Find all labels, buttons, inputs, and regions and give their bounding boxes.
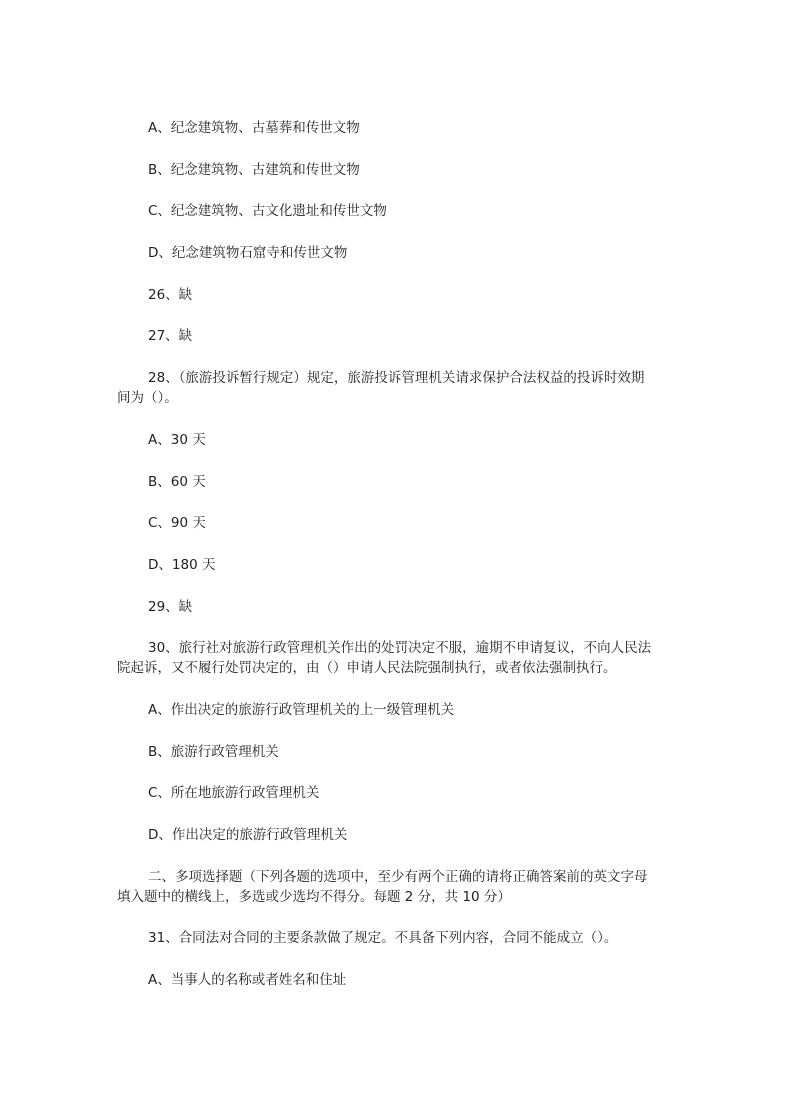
paragraph	[117, 928, 687, 948]
paragraph	[117, 160, 687, 180]
text-line: A、纪念建筑物、古墓葬和传世文物	[148, 120, 360, 136]
text-line: B、60 天	[148, 473, 206, 490]
text-line: 27、缺	[148, 328, 193, 345]
paragraph	[117, 597, 687, 617]
text-line: 间为（）。	[117, 390, 178, 407]
text-line: A、30 天	[148, 431, 206, 448]
text-line: 30、旅行社对旅游行政管理机关作出的处罚决定不服，逾期不申请复议，不向人民法	[148, 640, 652, 657]
text-line: 二、多项选择题（下列各题的选项中，至少有两个正确的请将正确答案前的英文字母	[148, 868, 648, 885]
paragraph	[117, 555, 687, 575]
text-line: B、旅游行政管理机关	[148, 743, 279, 760]
text-line: D、纪念建筑物石窟寺和传世文物	[148, 245, 348, 262]
paragraph	[117, 700, 687, 720]
paragraph	[117, 118, 687, 138]
text-line: D、作出决定的旅游行政管理机关	[148, 827, 348, 843]
paragraph	[117, 970, 687, 990]
paragraph	[117, 825, 687, 845]
text-line: 26、缺	[148, 286, 193, 303]
text-line: 29、缺	[148, 598, 193, 615]
text-line: 28、（旅游投诉暂行规定）规定，旅游投诉管理机关请求保护合法权益的投诉时效期	[148, 370, 645, 387]
paragraph	[117, 513, 687, 533]
paragraph	[117, 243, 687, 263]
paragraph	[117, 472, 687, 492]
text-line: B、纪念建筑物、古建筑和传世文物	[148, 161, 360, 178]
paragraph	[117, 783, 687, 803]
text-line: C、90 天	[148, 515, 206, 532]
text-line: 院起诉，又不履行处罚决定的，由（）申请人民法院强制执行，或者依法强制执行。	[117, 660, 617, 677]
paragraph	[117, 201, 687, 221]
text-line: 31、合同法对合同的主要条款做了规定。不具备下列内容，合同不能成立（）。	[148, 930, 618, 947]
text-line: 填入题中的横线上，多选或少选均不得分。每题 2 分，共 10 分）	[117, 888, 511, 905]
paragraph	[117, 430, 687, 450]
paragraph	[117, 285, 687, 305]
paragraph	[117, 742, 687, 762]
paragraph	[117, 867, 687, 907]
document-body	[117, 118, 687, 1012]
paragraph	[117, 638, 687, 678]
text-line: A、当事人的名称或者姓名和住址	[148, 972, 347, 989]
text-line: C、纪念建筑物、古文化遗址和传世文物	[148, 203, 387, 220]
text-line: D、180 天	[148, 556, 216, 573]
text-line: A、作出决定的旅游行政管理机关的上一级管理机关	[148, 701, 455, 718]
paragraph	[117, 326, 687, 346]
text-line: C、所在地旅游行政管理机关	[148, 785, 320, 802]
paragraph	[117, 368, 687, 408]
